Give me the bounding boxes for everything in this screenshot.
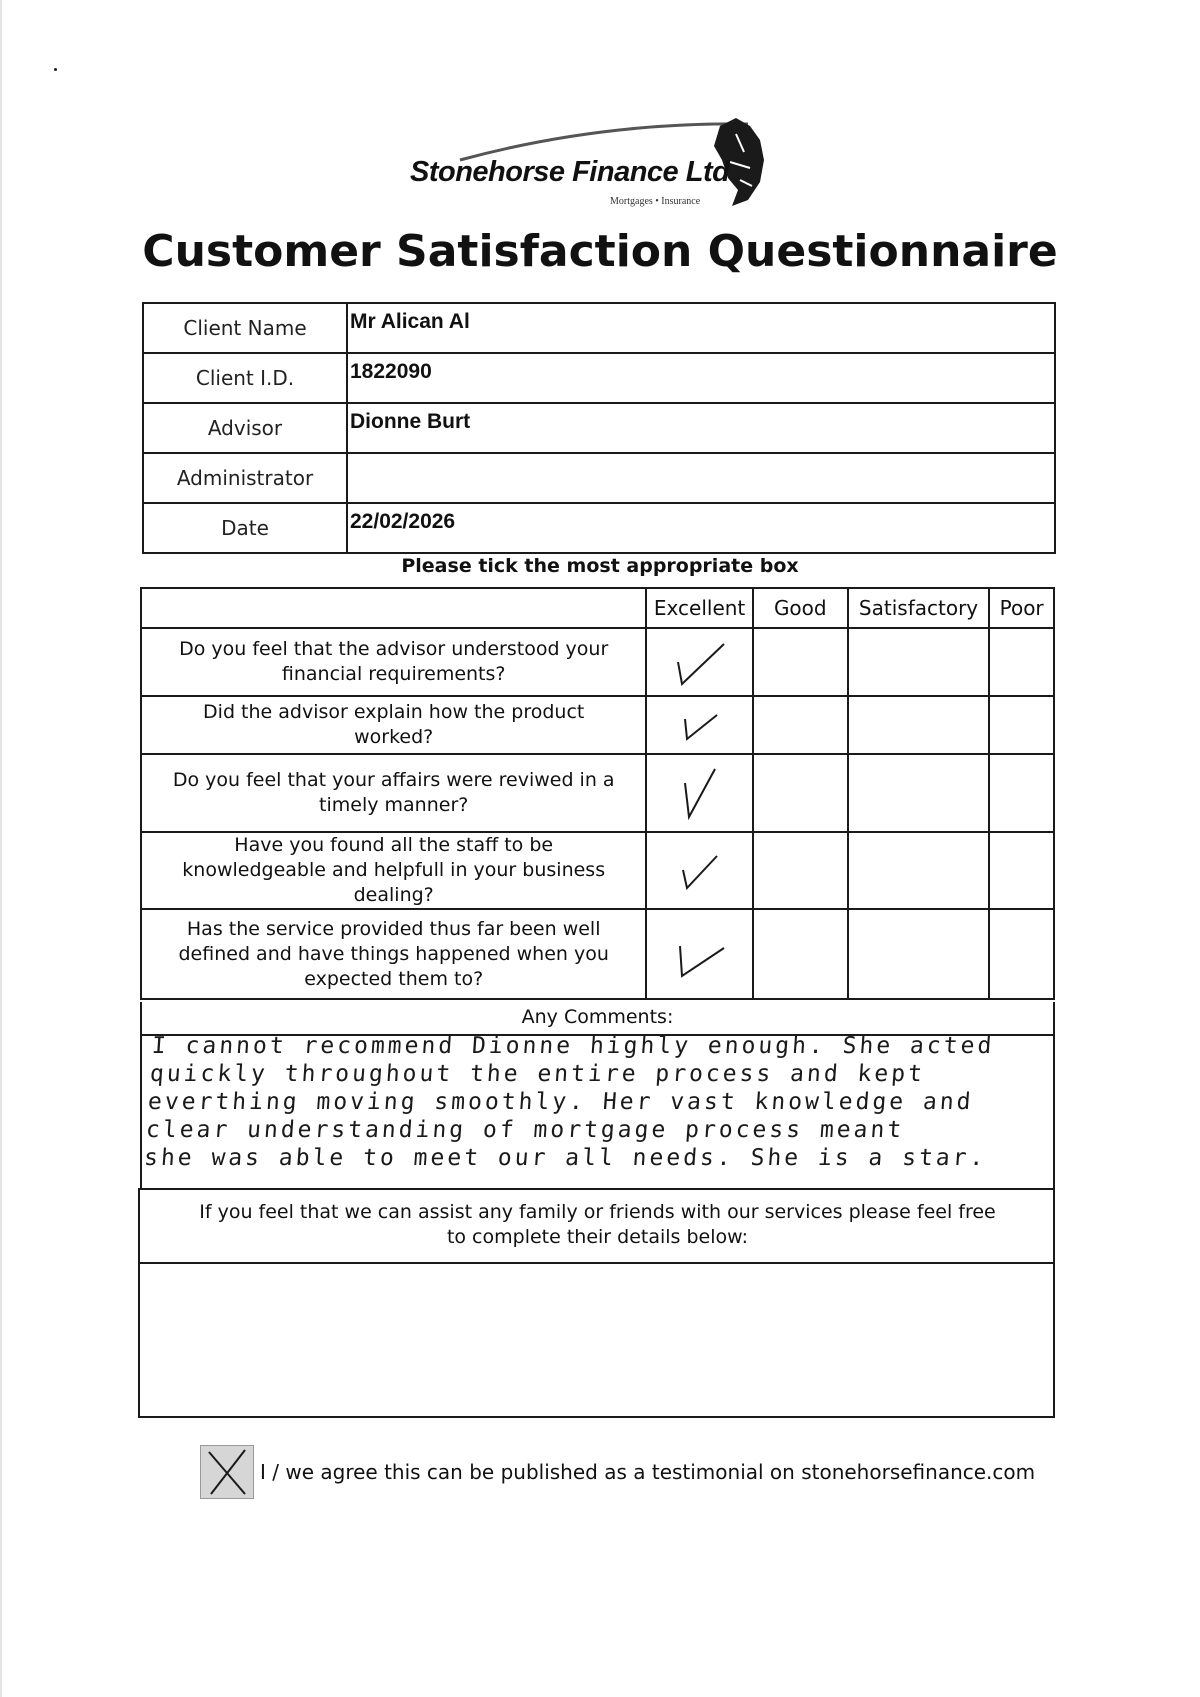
question-text: Do you feel that your affairs were reviwed in a timely manner? <box>141 754 646 832</box>
date-label: Date <box>143 503 347 553</box>
referral-instructions <box>140 1200 1055 1250</box>
ratings-header-row <box>141 588 1054 628</box>
question-text: Have you found all the staff to be knowledgeable and helpfull in your business dealing? <box>141 832 646 909</box>
company-logo <box>400 112 800 212</box>
client-info-row <box>143 403 1055 453</box>
question-row <box>141 754 1054 832</box>
referral-details-field[interactable] <box>140 1264 1053 1416</box>
company-name: Stonehorse Finance Ltd <box>410 156 730 188</box>
question-text: Do you feel that the advisor understood your financial requirements? <box>141 628 646 696</box>
excellent-checkbox[interactable] <box>646 832 752 909</box>
excellent-checkbox[interactable] <box>646 754 752 832</box>
client-info-row <box>143 303 1055 353</box>
company-tagline: Mortgages • Insurance <box>610 196 701 207</box>
good-checkbox[interactable] <box>753 832 848 909</box>
good-checkbox[interactable] <box>753 628 848 696</box>
testimonial-consent-label: I / we agree this can be published as a testimonial on stonehorsefinance.com <box>260 1460 1036 1484</box>
question-row <box>141 696 1054 754</box>
advisor-field[interactable]: Dionne Burt <box>347 403 1055 453</box>
rating-instruction: Please tick the most appropriate box <box>401 555 799 577</box>
satisfactory-checkbox[interactable] <box>848 754 989 832</box>
poor-checkbox[interactable] <box>989 909 1054 999</box>
question-row <box>141 909 1054 999</box>
referral-text-line: to complete their details below: <box>446 1226 749 1248</box>
tick-mark-icon <box>675 848 725 894</box>
satisfactory-checkbox[interactable] <box>848 832 989 909</box>
administrator-field[interactable] <box>347 453 1055 503</box>
scan-speck <box>54 68 57 71</box>
satisfactory-checkbox[interactable] <box>848 628 989 696</box>
administrator-label: Administrator <box>143 453 347 503</box>
client-info-row <box>143 353 1055 403</box>
comment-line: she was able to meet our all needs. She is a star. <box>143 1145 988 1171</box>
comment-line: quickly throughout the entire process and kept <box>149 1061 926 1087</box>
comments-label: Any Comments: <box>521 1006 674 1028</box>
tick-mark-icon <box>670 926 730 982</box>
comment-line: everthing moving smoothly. Her vast knowledge and <box>147 1089 975 1115</box>
testimonial-consent-checkbox[interactable] <box>200 1445 254 1499</box>
cross-mark-icon <box>201 1446 253 1498</box>
poor-checkbox[interactable] <box>989 832 1054 909</box>
page-title: Customer Satisfaction Questionnaire <box>142 226 1058 277</box>
question-text: Has the service provided thus far been well defined and have things happened when you expected them to? <box>141 909 646 999</box>
good-checkbox[interactable] <box>753 696 848 754</box>
poor-checkbox[interactable] <box>989 628 1054 696</box>
question-row <box>141 832 1054 909</box>
excellent-checkbox[interactable] <box>646 909 752 999</box>
column-good: Good <box>753 588 848 628</box>
client-info-row <box>143 503 1055 553</box>
tick-mark-icon <box>675 705 725 745</box>
tick-mark-icon <box>675 763 725 823</box>
ratings-table <box>140 587 1055 1000</box>
date-field[interactable]: 22/02/2026 <box>347 503 1055 553</box>
poor-checkbox[interactable] <box>989 754 1054 832</box>
satisfactory-checkbox[interactable] <box>848 696 989 754</box>
comment-line: clear understanding of mortgage process meant <box>145 1117 906 1143</box>
client-name-field[interactable]: Mr Alican Al <box>347 303 1055 353</box>
column-poor: Poor <box>989 588 1054 628</box>
question-text: Did the advisor explain how the product worked? <box>141 696 646 754</box>
column-excellent: Excellent <box>646 588 752 628</box>
good-checkbox[interactable] <box>753 909 848 999</box>
poor-checkbox[interactable] <box>989 696 1054 754</box>
excellent-checkbox[interactable] <box>646 696 752 754</box>
question-row <box>141 628 1054 696</box>
client-name-label: Client Name <box>143 303 347 353</box>
client-id-field[interactable]: 1822090 <box>347 353 1055 403</box>
excellent-checkbox[interactable] <box>646 628 752 696</box>
good-checkbox[interactable] <box>753 754 848 832</box>
referral-text-line: If you feel that we can assist any family or friends with our services please feel free <box>199 1201 996 1223</box>
comment-line: I cannot recommend Dionne highly enough. She acted <box>151 1033 996 1059</box>
question-header-cell <box>141 588 646 628</box>
satisfactory-checkbox[interactable] <box>848 909 989 999</box>
column-satisfactory: Satisfactory <box>848 588 989 628</box>
tick-mark-icon <box>670 636 730 688</box>
client-info-row <box>143 453 1055 503</box>
advisor-label: Advisor <box>143 403 347 453</box>
client-id-label: Client I.D. <box>143 353 347 403</box>
client-info-table <box>142 302 1056 554</box>
handwritten-comment <box>143 1032 1053 1172</box>
